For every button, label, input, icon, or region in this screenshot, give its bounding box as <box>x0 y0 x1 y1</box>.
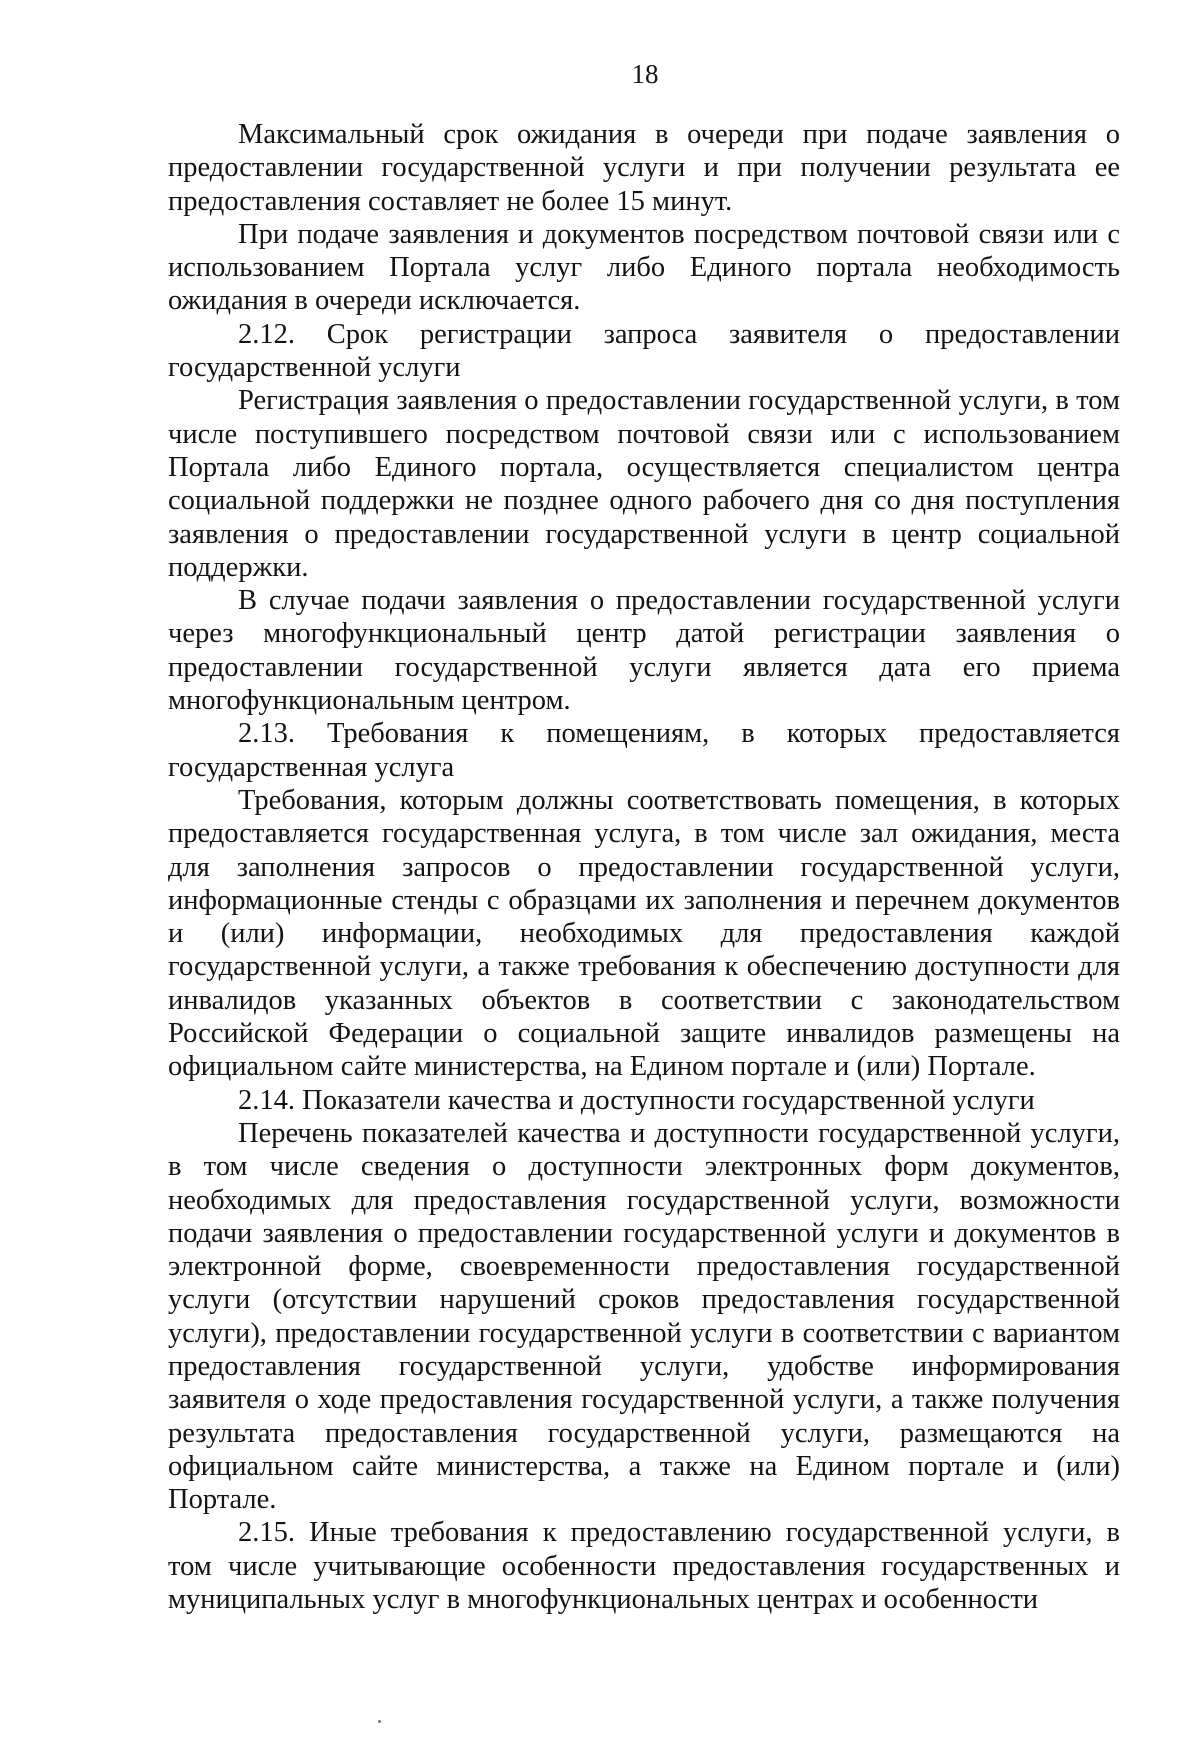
paragraph-premises-requirements: Требования, которым должны соответствовать помещения, в которых предоставляется государственная услуга, в том числе зал ожидания, места для заполнения запросов о предоставлении государственной услуги, информационные стенды с образцами их заполнения и перечнем документов и (или) информации, необходимых для предоставления каждой государственной услуги, а также требования к обеспечению доступности для инвалидов указанных объектов в соответствии с законодательством Российской Федерации о социальной защите инвалидов размещены на официальном сайте министерства, на Едином портале и (или) Портале. <box>168 784 1120 1083</box>
paragraph-postal-submission: При подаче заявления и документов посредством почтовой связи или с использованием Портала услуг либо Единого портала необходимость ожидания в очереди исключается. <box>168 218 1120 317</box>
section-heading-2-13: 2.13. Требования к помещениям, в которых предоставляется государственная услуга <box>168 718 1120 783</box>
section-heading-2-14: 2.14. Показатели качества и доступности государственной услуги <box>238 1084 1035 1116</box>
section-heading-2-12: 2.12. Срок регистрации запроса заявителя о предоставлении государственной услуги <box>168 318 1120 384</box>
page-number: 18 <box>631 59 659 89</box>
paragraph-mfc-registration: В случае подачи заявления о предоставлении государственной услуги через многофункциональный центр датой регистрации заявления о предоставлении государственной услуги является дата его приема многофункциональным центром. <box>168 585 1120 717</box>
scan-speck <box>378 1720 381 1723</box>
paragraph-quality-indicators: Перечень показателей качества и доступности государственной услуги, в том числе сведения о доступности электронных форм документов, необходимых для предоставления государственной услуги, возможности подачи заявления о предоставлении государственной услуги и документов в электронной форме, своевременности предоставления государственной услуги (отсутствии нарушений сроков предоставления государственной услуги), предоставлении государственной услуги в соответствии с вариантом предоставления государственной услуги, удобстве информирования заявителя о ходе предоставления государственной услуги, а также получения результата предоставления государственной услуги, размещаются на официальном сайте министерства, а также на Едином портале и (или) Портале. <box>168 1117 1120 1516</box>
paragraph-waiting-time: Максимальный срок ожидания в очереди при подаче заявления о предоставлении государственной услуги и при получении результата ее предоставления составляет не более 15 минут. <box>168 119 1120 217</box>
paragraph-registration: Регистрация заявления о предоставлении государственной услуги, в том числе поступившего посредством почтовой связи или с использованием Портала либо Единого портала, осуществляется специалистом центра социальной поддержки не позднее одного рабочего дня со дня поступления заявления о предоставлении государственной услуги в центр социальной поддержки. <box>168 385 1120 583</box>
document-body <box>168 118 1120 1616</box>
section-heading-2-15: 2.15. Иные требования к предоставлению государственной услуги, в том числе учитывающие особенности предоставления государственных и муниципальных услуг в многофункциональных центрах и особенности <box>168 1517 1120 1616</box>
